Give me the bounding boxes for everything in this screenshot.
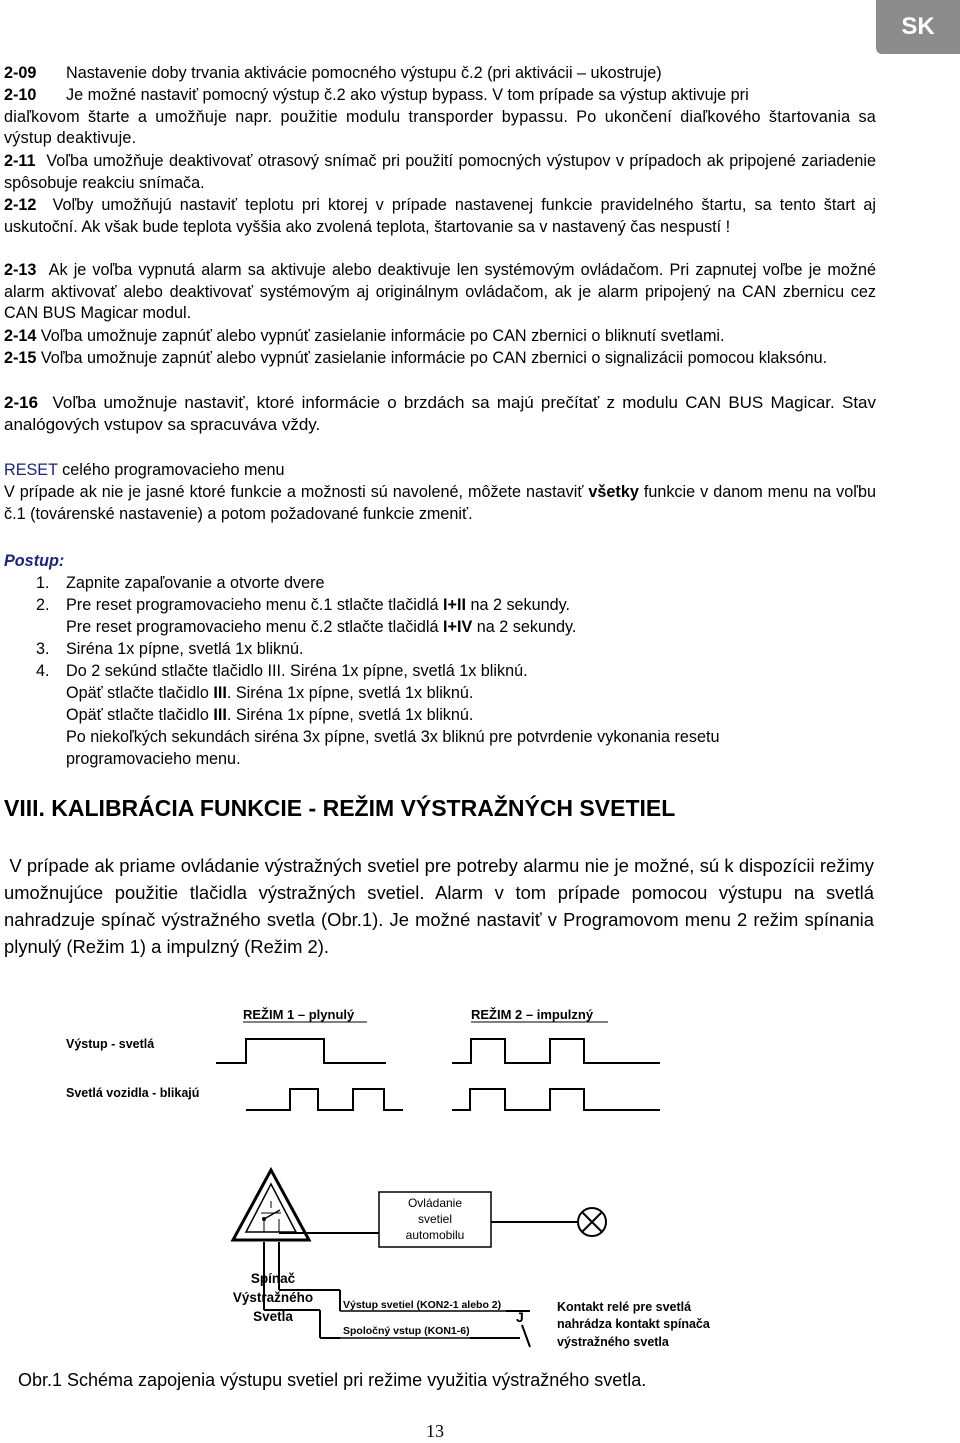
reset-text [4,481,876,525]
step-2-continued [66,616,576,638]
step-number: 3. [36,640,50,658]
item-number: 2-12 [4,196,37,214]
row1-label: Výstup - svetlá [66,1037,155,1051]
control-box-line3: automobilu [405,1228,465,1242]
row2-label: Svetlá vozidla - blikajú [66,1086,200,1100]
step-text: Pre reset programovacieho menu č.1 stlačte tlačidlá [66,596,443,614]
relay-contact-icon [522,1325,530,1347]
postup-label: Postup: [4,552,65,570]
relay-contact-label: J [516,1309,524,1325]
relay-label-line1: Kontakt relé pre svetlá [557,1300,692,1314]
item-text: Voľba umožnuje zapnúť alebo vypnúť zasielanie informácie po CAN zbernici o signalizácii pomocou klaksónu. [40,349,828,367]
mode2-label: REŽIM 2 – impulzný [471,1007,594,1022]
waveform-output-mode1 [216,1039,386,1063]
step-bold: I+IV [443,618,473,636]
waveform-output-mode2 [452,1039,660,1063]
waveform-lights-mode1 [246,1089,403,1110]
mode1-label: REŽIM 1 – plynulý [243,1007,355,1022]
step-bold: III [213,706,227,724]
item-text: Nastavenie doby trvania aktivácie pomocného výstupu č.2 (pri aktivácii – ukostruje) [66,64,662,82]
step-4-continued-3: Po niekoľkých sekundách siréna 3x pípne, svetlá 3x bliknú pre potvrdenie vykonania resetu programovacieho menu. [66,728,720,768]
step-1 [36,572,325,594]
switch-symbol-icon [261,1201,281,1232]
setting-2-13 [4,260,876,325]
step-text-post: na 2 sekundy. [465,596,571,614]
step-text: Opäť stlačte tlačidlo [66,684,214,702]
setting-2-11 [4,151,876,194]
item-text: Voľby umožňujú nastaviť teplotu pri ktorej v prípade nastavenej funkcie pravidelného štartu, sa tento štart aj uskutoční. Ak však bude teplota vyššia ako zvolená teplota, štartovanie sa v nastavený čas nespustí ! [4,196,876,236]
relay-label-line3: výstražného svetla [557,1335,669,1349]
setting-2-10 [4,85,876,150]
step-text: Zapnite zapaľovanie a otvorte dvere [66,574,325,592]
item-number: 2-13 [4,261,37,279]
reset-text-post: funkcie v danom menu na voľbu č.1 (továrenské nastavenie) a potom požadované funkcie zmeniť. [4,483,876,523]
step-bold: III [213,684,227,702]
step-number: 2. [36,596,50,614]
reset-title-rest: celého programovacieho menu [57,461,285,479]
language-tab: SK [876,0,960,54]
reset-title-bold: RESET [4,461,58,479]
wire-common-label: Spoločný vstup (KON1-6) [343,1325,470,1337]
switch-label-line3: Svetla [253,1309,293,1324]
figure-caption: Obr.1 Schéma zapojenia výstupu svetiel pri režime využitia výstražného svetla. [18,1370,647,1390]
step-4-continued-2 [66,704,473,726]
page-number: 13 [426,1421,444,1441]
step-text-post: na 2 sekundy. [472,618,577,636]
reset-text-bold: všetky [588,483,639,501]
switch-label-line2: Výstražného [232,1290,314,1305]
reset-text-pre: V prípade ak nie je jasné ktoré funkcie a možnosti sú navolené, môžete nastaviť [4,483,589,501]
item-text: Voľba umožňuje deaktivovať otrasový snímač pri použití pomocných výstupov v prípadoch ak pripojené zariadenie spôsobuje reakciu snímača. [4,152,877,192]
step-text: Do 2 sekúnd stlačte tlačidlo III. Siréna 1x pípne, svetlá 1x bliknú. [66,662,528,680]
step-text-post: . Siréna 1x pípne, svetlá 1x bliknú. [226,684,474,702]
step-number: 1. [36,574,50,592]
section-heading: VIII. KALIBRÁCIA FUNKCIE - REŽIM VÝSTRAŽNÝCH SVETIEL [4,795,676,821]
wire-output-label: Výstup svetiel (KON2-1 alebo 2) [343,1299,502,1311]
setting-2-16 [4,392,876,435]
relay-label-line2: nahrádza kontakt spínača [557,1317,710,1331]
wiring-diagram [0,990,960,1370]
item-text: Ak je voľba vypnutá alarm sa aktivuje alebo deaktivuje len systémovým ovládačom. Pri zapnutej voľbe je možné alarm aktivovať alebo deaktivovať systémovým aj originálnym ovládačom, ak je alarm pripojený na CAN zbernicu cez CAN BUS Magicar modul. [4,261,877,323]
item-number: 2-16 [4,393,39,412]
item-text: Voľba umožnuje zapnúť alebo vypnúť zasielanie informácie po CAN zbernici o bliknutí svetlami. [40,327,725,345]
control-box-line1: Ovládanie [407,1196,463,1210]
switch-label-line1: Spínač [250,1271,296,1286]
item-number: 2-14 [4,327,37,345]
setting-2-14 [4,326,876,348]
step-4 [36,660,528,682]
step-3 [36,638,304,660]
control-box-line2: svetiel [417,1212,453,1226]
item-text-rest: diaľkovom štarte a umožňuje napr. použitie modulu transporder bypassu. Po ukončení diaľkového štartovania sa výstup deaktivuje. [4,107,876,148]
step-2 [36,594,570,616]
step-text: Opäť stlačte tlačidlo [66,706,214,724]
item-number: 2-09 [4,64,37,82]
section-paragraph [4,852,874,960]
item-text-line1: Je možné nastaviť pomocný výstup č.2 ako výstup bypass. V tom prípade sa výstup aktivuje pri [66,86,749,104]
item-number: 2-15 [4,349,37,367]
item-number: 2-11 [4,152,36,170]
step-4-continued-1 [66,682,473,704]
step-text: Pre reset programovacieho menu č.2 stlačte tlačidlá [66,618,443,636]
item-text: Voľba umožnuje nastaviť, ktoré informácie o brzdách sa majú prečítať z modulu CAN BUS Magicar. Stav analógových vstupov sa spracuváva vždy. [4,393,876,434]
waveform-lights-mode2 [452,1089,660,1110]
reset-title [4,459,876,481]
setting-2-12 [4,195,876,238]
step-text-post: . Siréna 1x pípne, svetlá 1x bliknú. [226,706,474,724]
step-text: Siréna 1x pípne, svetlá 1x bliknú. [66,640,304,658]
setting-2-09 [4,63,876,85]
setting-2-15 [4,348,876,370]
step-bold: I+II [443,596,466,614]
step-number: 4. [36,662,50,680]
item-number: 2-10 [4,86,37,104]
paragraph-text: V prípade ak priame ovládanie výstražných svetiel pre potreby alarmu nie je možné, sú k dispozícii režimy umožnujúce použitie tlačidla výstražných svetiel. Alarm v tom prípade pomocou výstupu na svetlá nahradzuje spínač výstražného svetla (Obr.1). Je možné nastaviť v Programovom menu 2 režim spínania plynulý (Režim 1) a impulzný (Režim 2). [4,855,874,957]
